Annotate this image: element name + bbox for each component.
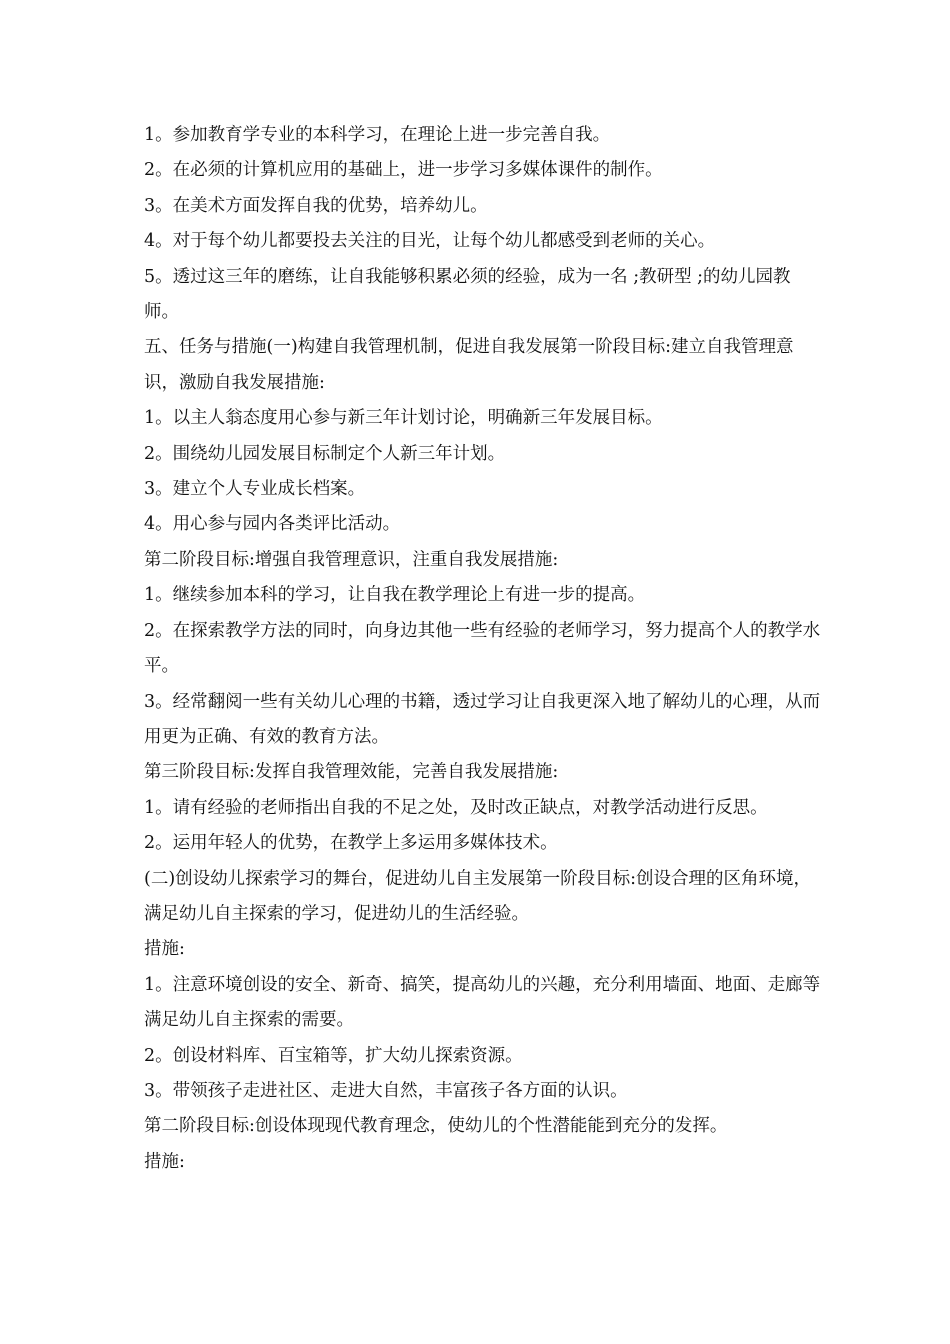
measures-label: 措施: [144, 1151, 185, 1172]
section-heading: (二)创设幼儿探索学习的舞台，促进幼儿自主发展第一阶段目标:创设合理的区角环境，满足幼儿自主探索的学习，促进幼儿的生活经验。 [144, 868, 812, 924]
stage-heading: 第二阶段目标:创设体现现代教育理念，使幼儿的个性潜能能到充分的发挥。 [144, 1116, 728, 1137]
paragraph: 1。参加教育学专业的本科学习，在理论上进一步完善自我。 [144, 125, 611, 145]
paragraph: 3。在美术方面发挥自我的优势，培养幼儿。 [144, 195, 488, 216]
paragraph: 2。在必须的计算机应用的基础上，进一步学习多媒体课件的制作。 [144, 160, 663, 181]
paragraph: 2。运用年轻人的优势，在教学上多运用多媒体技术。 [144, 833, 558, 854]
section-heading: 五、任务与措施(一)构建自我管理机制，促进自我发展第一阶段目标:建立自我管理意识，激励自我发展措施: [144, 337, 794, 393]
measures-label: 措施: [144, 939, 185, 960]
paragraph: 3。经常翻阅一些有关幼儿心理的书籍，透过学习让自我更深入地了解幼儿的心理，从而用更为正确、有效的教育方法。 [144, 691, 821, 747]
paragraph: 5。透过这三年的磨练，让自我能够积累必须的经验，成为一名 ;教研型 ;的幼儿园教师。 [144, 266, 791, 323]
paragraph: 1。注意环境创设的安全、新奇、搞笑，提高幼儿的兴趣，充分利用墙面、地面、走廊等满足幼儿自主探索的需要。 [144, 974, 821, 1031]
stage-heading: 第三阶段目标:发挥自我管理效能，完善自我发展措施: [144, 762, 559, 783]
paragraph: 2。创设材料库、百宝箱等，扩大幼儿探索资源。 [144, 1045, 523, 1066]
paragraph: 3。建立个人专业成长档案。 [144, 479, 366, 500]
paragraph: 3。带领孩子走进社区、走进大自然，丰富孩子各方面的认识。 [144, 1080, 628, 1101]
paragraph: 4。对于每个幼儿都要投去关注的目光，让每个幼儿都感受到老师的关心。 [144, 231, 716, 252]
paragraph: 2。围绕幼儿园发展目标制定个人新三年计划。 [144, 443, 506, 464]
stage-heading: 第二阶段目标:增强自我管理意识，注重自我发展措施: [144, 549, 559, 570]
paragraph: 4。用心参与园内各类评比活动。 [144, 514, 401, 535]
paragraph: 1。以主人翁态度用心参与新三年计划讨论，明确新三年发展目标。 [144, 408, 663, 429]
paragraph: 1。请有经验的老师指出自我的不足之处，及时改正缺点，对教学活动进行反思。 [144, 797, 768, 818]
paragraph: 2。在探索教学方法的同时，向身边其他一些有经验的老师学习，努力提高个人的教学水平。 [144, 620, 821, 677]
document-body [144, 118, 824, 1180]
paragraph: 1。继续参加本科的学习，让自我在教学理论上有进一步的提高。 [144, 585, 646, 606]
